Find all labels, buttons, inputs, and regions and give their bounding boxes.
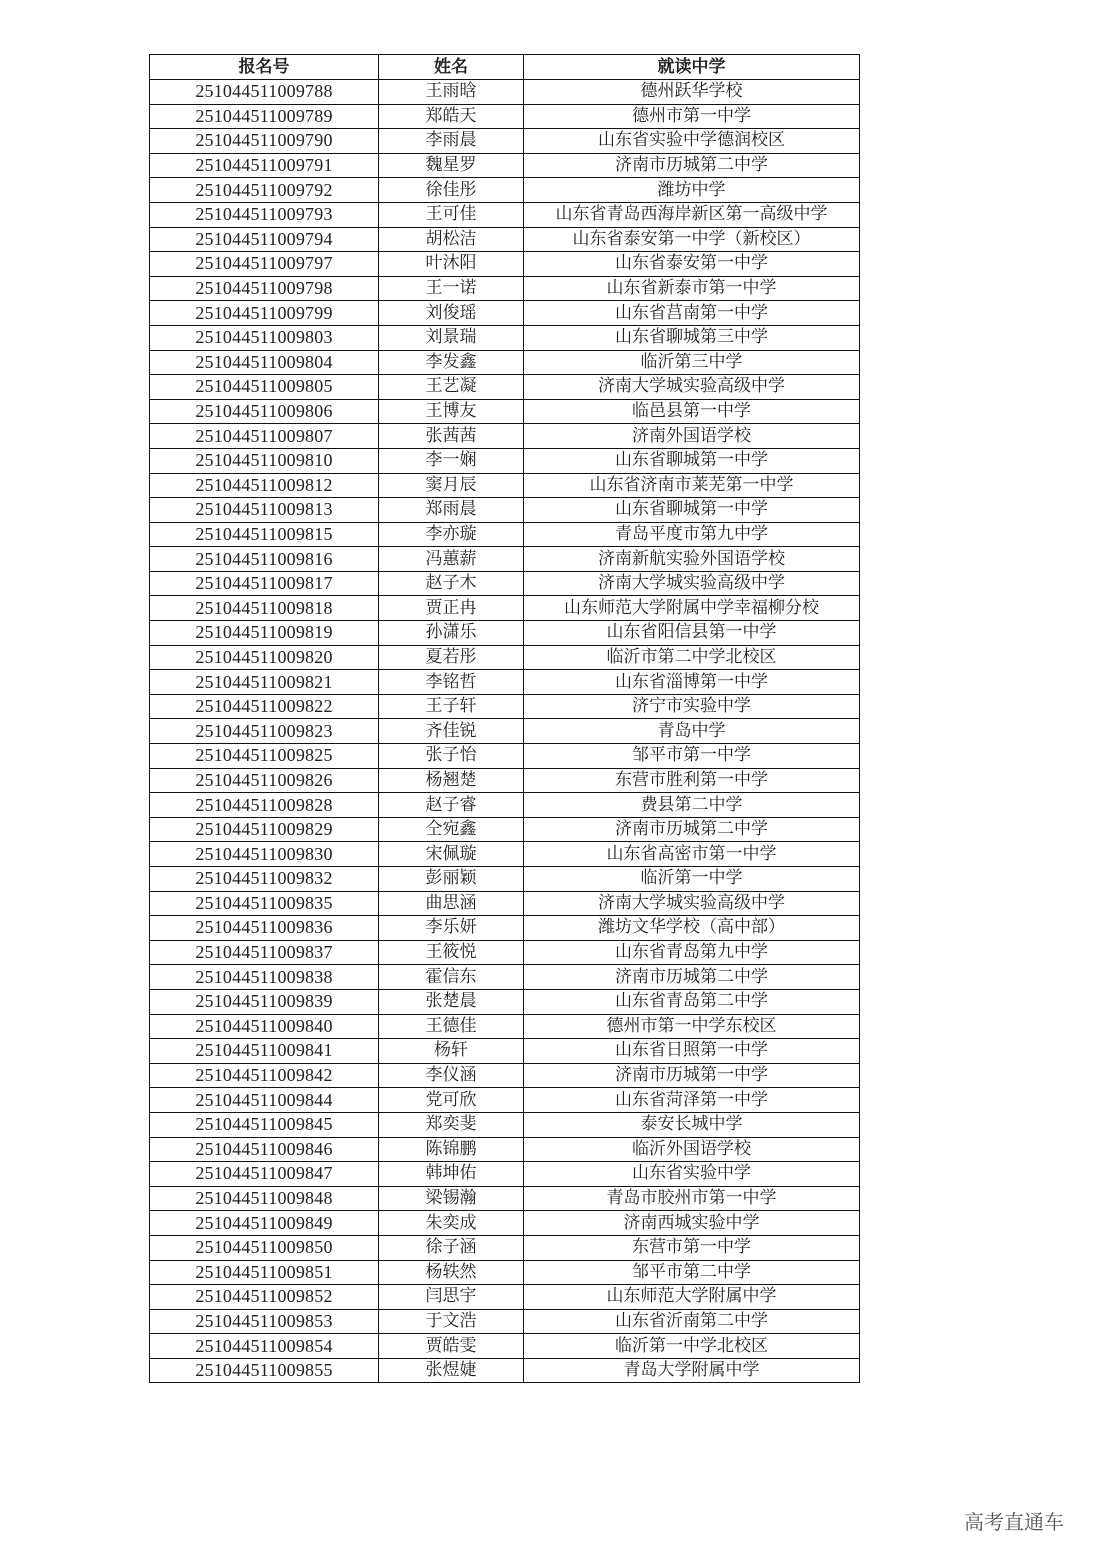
student-name-cell: 郑皓天 [379,104,524,129]
registration-number-cell: 251044511009792 [150,178,379,203]
school-cell: 山东省聊城第一中学 [524,448,860,473]
student-name-cell: 彭丽颖 [379,867,524,892]
table-row [150,1014,860,1039]
registration-number-cell: 251044511009829 [150,817,379,842]
registration-number-cell: 251044511009845 [150,1112,379,1137]
table-row [150,547,860,572]
table-row [150,989,860,1014]
school-cell: 山东省聊城第一中学 [524,498,860,523]
table-row [150,522,860,547]
table-row [150,1088,860,1113]
registration-number-cell: 251044511009847 [150,1162,379,1187]
registration-number-cell: 251044511009818 [150,596,379,621]
student-name-cell: 李乐妍 [379,916,524,941]
school-cell: 山东省实验中学 [524,1162,860,1187]
school-cell: 山东省济南市莱芜第一中学 [524,473,860,498]
table-row [150,621,860,646]
registration-number-cell: 251044511009855 [150,1358,379,1383]
registration-number-cell: 251044511009798 [150,276,379,301]
table-row [150,1334,860,1359]
student-name-cell: 李雨晨 [379,129,524,154]
school-cell: 山东省泰安第一中学（新校区） [524,227,860,252]
registration-number-cell: 251044511009848 [150,1186,379,1211]
registration-number-cell: 251044511009825 [150,744,379,769]
registration-number-cell: 251044511009828 [150,793,379,818]
school-cell: 济南外国语学校 [524,424,860,449]
student-name-cell: 齐佳锐 [379,719,524,744]
registration-number-cell: 251044511009836 [150,916,379,941]
registration-number-cell: 251044511009819 [150,621,379,646]
school-cell: 济南市历城第二中学 [524,817,860,842]
table-row [150,202,860,227]
table-row [150,301,860,326]
table-row [150,817,860,842]
school-cell: 德州市第一中学东校区 [524,1014,860,1039]
registration-number-cell: 251044511009846 [150,1137,379,1162]
student-name-cell: 王德佳 [379,1014,524,1039]
header-school: 就读中学 [524,55,860,80]
school-cell: 山东省淄博第一中学 [524,670,860,695]
school-cell: 山东省莒南第一中学 [524,301,860,326]
registration-number-cell: 251044511009851 [150,1260,379,1285]
student-name-cell: 仝宛鑫 [379,817,524,842]
school-cell: 济南市历城第二中学 [524,965,860,990]
table-row [150,891,860,916]
student-name-cell: 郑雨晨 [379,498,524,523]
student-name-cell: 杨翘楚 [379,768,524,793]
student-name-cell: 李一娴 [379,448,524,473]
student-name-cell: 刘景瑞 [379,325,524,350]
registration-number-cell: 251044511009813 [150,498,379,523]
school-cell: 济南新航实验外国语学校 [524,547,860,572]
registration-number-cell: 251044511009832 [150,867,379,892]
table-row [150,325,860,350]
student-name-cell: 李发鑫 [379,350,524,375]
school-cell: 德州市第一中学 [524,104,860,129]
table-row [150,1112,860,1137]
table-row [150,252,860,277]
registration-number-cell: 251044511009797 [150,252,379,277]
registration-number-cell: 251044511009842 [150,1063,379,1088]
school-cell: 山东师范大学附属中学幸福柳分校 [524,596,860,621]
student-name-cell: 宋佩璇 [379,842,524,867]
table-row [150,719,860,744]
table-row [150,965,860,990]
table-row [150,940,860,965]
registration-number-cell: 251044511009816 [150,547,379,572]
registration-number-cell: 251044511009790 [150,129,379,154]
school-cell: 山东省实验中学德润校区 [524,129,860,154]
student-name-cell: 赵子睿 [379,793,524,818]
student-name-cell: 于文浩 [379,1309,524,1334]
student-name-cell: 冯蕙薪 [379,547,524,572]
student-name-cell: 王筱悦 [379,940,524,965]
school-cell: 青岛大学附属中学 [524,1358,860,1383]
student-name-cell: 霍信东 [379,965,524,990]
student-name-cell: 王一诺 [379,276,524,301]
school-cell: 山东师范大学附属中学 [524,1285,860,1310]
student-name-cell: 夏若彤 [379,645,524,670]
student-name-cell: 赵子木 [379,571,524,596]
school-cell: 泰安长城中学 [524,1112,860,1137]
registration-number-cell: 251044511009817 [150,571,379,596]
student-name-cell: 梁锡瀚 [379,1186,524,1211]
student-name-cell: 李铭哲 [379,670,524,695]
school-cell: 济南大学城实验高级中学 [524,891,860,916]
registration-number-cell: 251044511009853 [150,1309,379,1334]
registration-number-cell: 251044511009849 [150,1211,379,1236]
registration-number-cell: 251044511009812 [150,473,379,498]
table-row [150,153,860,178]
table-row [150,645,860,670]
student-name-cell: 徐佳彤 [379,178,524,203]
table-row [150,227,860,252]
table-row [150,842,860,867]
school-cell: 山东省沂南第二中学 [524,1309,860,1334]
table-row [150,1358,860,1383]
student-name-cell: 胡松洁 [379,227,524,252]
student-name-cell: 张楚晨 [379,989,524,1014]
table-row [150,1063,860,1088]
table-row [150,1235,860,1260]
student-name-cell: 王博友 [379,399,524,424]
table-row [150,744,860,769]
table-row [150,498,860,523]
school-cell: 临沂外国语学校 [524,1137,860,1162]
school-cell: 山东省青岛第二中学 [524,989,860,1014]
school-cell: 济南市历城第一中学 [524,1063,860,1088]
school-cell: 潍坊文华学校（高中部） [524,916,860,941]
registration-number-cell: 251044511009803 [150,325,379,350]
table-row [150,104,860,129]
school-cell: 青岛中学 [524,719,860,744]
student-name-cell: 孙潇乐 [379,621,524,646]
student-name-cell: 魏星罗 [379,153,524,178]
admission-list-table [149,54,860,1383]
table-row [150,768,860,793]
student-name-cell: 陈锦鹏 [379,1137,524,1162]
registration-number-cell: 251044511009799 [150,301,379,326]
registration-number-cell: 251044511009810 [150,448,379,473]
school-cell: 济宁市实验中学 [524,694,860,719]
school-cell: 东营市胜利第一中学 [524,768,860,793]
table-row [150,424,860,449]
table-row [150,1211,860,1236]
table-row [150,1137,860,1162]
header-name: 姓名 [379,55,524,80]
school-cell: 潍坊中学 [524,178,860,203]
registration-number-cell: 251044511009826 [150,768,379,793]
school-cell: 青岛市胶州市第一中学 [524,1186,860,1211]
table-row [150,867,860,892]
school-cell: 临沂市第二中学北校区 [524,645,860,670]
school-cell: 临沂第一中学北校区 [524,1334,860,1359]
school-cell: 德州跃华学校 [524,80,860,105]
registration-number-cell: 251044511009806 [150,399,379,424]
registration-number-cell: 251044511009840 [150,1014,379,1039]
school-cell: 邹平市第一中学 [524,744,860,769]
registration-number-cell: 251044511009789 [150,104,379,129]
table-header-row [150,55,860,80]
registration-number-cell: 251044511009805 [150,375,379,400]
table-row [150,350,860,375]
table-body [150,80,860,1383]
registration-number-cell: 251044511009854 [150,1334,379,1359]
student-name-cell: 王可佳 [379,202,524,227]
table-row [150,1285,860,1310]
registration-number-cell: 251044511009791 [150,153,379,178]
student-name-cell: 闫思宇 [379,1285,524,1310]
table-row [150,793,860,818]
school-cell: 山东省菏泽第一中学 [524,1088,860,1113]
student-name-cell: 贾正冉 [379,596,524,621]
registration-number-cell: 251044511009794 [150,227,379,252]
registration-number-cell: 251044511009844 [150,1088,379,1113]
registration-number-cell: 251044511009830 [150,842,379,867]
school-cell: 邹平市第二中学 [524,1260,860,1285]
registration-number-cell: 251044511009835 [150,891,379,916]
table-row [150,448,860,473]
registration-number-cell: 251044511009837 [150,940,379,965]
table-row [150,1186,860,1211]
student-name-cell: 刘俊瑶 [379,301,524,326]
student-name-cell: 杨轩 [379,1039,524,1064]
school-cell: 山东省聊城第三中学 [524,325,860,350]
registration-number-cell: 251044511009821 [150,670,379,695]
table-row [150,1260,860,1285]
school-cell: 临沂第一中学 [524,867,860,892]
table-row [150,596,860,621]
table-row [150,129,860,154]
table-row [150,375,860,400]
student-name-cell: 叶沐阳 [379,252,524,277]
registration-number-cell: 251044511009838 [150,965,379,990]
student-name-cell: 贾皓雯 [379,1334,524,1359]
table-row [150,694,860,719]
registration-number-cell: 251044511009788 [150,80,379,105]
school-cell: 山东省泰安第一中学 [524,252,860,277]
registration-number-cell: 251044511009841 [150,1039,379,1064]
school-cell: 济南大学城实验高级中学 [524,375,860,400]
table-row [150,670,860,695]
student-name-cell: 张煜婕 [379,1358,524,1383]
table-row [150,473,860,498]
registration-number-cell: 251044511009804 [150,350,379,375]
table-row [150,1309,860,1334]
student-name-cell: 张茜茜 [379,424,524,449]
table-row [150,178,860,203]
student-name-cell: 党可欣 [379,1088,524,1113]
school-cell: 临邑县第一中学 [524,399,860,424]
table-row [150,276,860,301]
school-cell: 山东省青岛第九中学 [524,940,860,965]
student-name-cell: 徐子涵 [379,1235,524,1260]
watermark: 高考直通车 [964,1510,1064,1534]
student-name-cell: 李亦璇 [379,522,524,547]
student-name-cell: 王子轩 [379,694,524,719]
school-cell: 费县第二中学 [524,793,860,818]
table-row [150,1162,860,1187]
school-cell: 青岛平度市第九中学 [524,522,860,547]
registration-number-cell: 251044511009839 [150,989,379,1014]
registration-number-cell: 251044511009850 [150,1235,379,1260]
school-cell: 山东省阳信县第一中学 [524,621,860,646]
student-name-cell: 李仪涵 [379,1063,524,1088]
table-row [150,571,860,596]
student-name-cell: 郑奕斐 [379,1112,524,1137]
school-cell: 济南大学城实验高级中学 [524,571,860,596]
school-cell: 临沂第三中学 [524,350,860,375]
registration-number-cell: 251044511009852 [150,1285,379,1310]
school-cell: 山东省青岛西海岸新区第一高级中学 [524,202,860,227]
student-name-cell: 窦月辰 [379,473,524,498]
header-registration-number: 报名号 [150,55,379,80]
registration-number-cell: 251044511009820 [150,645,379,670]
student-name-cell: 王雨晗 [379,80,524,105]
school-cell: 济南市历城第二中学 [524,153,860,178]
school-cell: 东营市第一中学 [524,1235,860,1260]
school-cell: 济南西城实验中学 [524,1211,860,1236]
student-name-cell: 朱奕成 [379,1211,524,1236]
table-row [150,916,860,941]
registration-number-cell: 251044511009823 [150,719,379,744]
table-row [150,1039,860,1064]
school-cell: 山东省高密市第一中学 [524,842,860,867]
student-name-cell: 杨轶然 [379,1260,524,1285]
table-row [150,80,860,105]
table-row [150,399,860,424]
registration-number-cell: 251044511009815 [150,522,379,547]
student-name-cell: 王艺凝 [379,375,524,400]
school-cell: 山东省日照第一中学 [524,1039,860,1064]
student-name-cell: 曲思涵 [379,891,524,916]
registration-number-cell: 251044511009793 [150,202,379,227]
school-cell: 山东省新泰市第一中学 [524,276,860,301]
registration-number-cell: 251044511009822 [150,694,379,719]
student-name-cell: 韩坤佑 [379,1162,524,1187]
student-name-cell: 张子怡 [379,744,524,769]
registration-number-cell: 251044511009807 [150,424,379,449]
